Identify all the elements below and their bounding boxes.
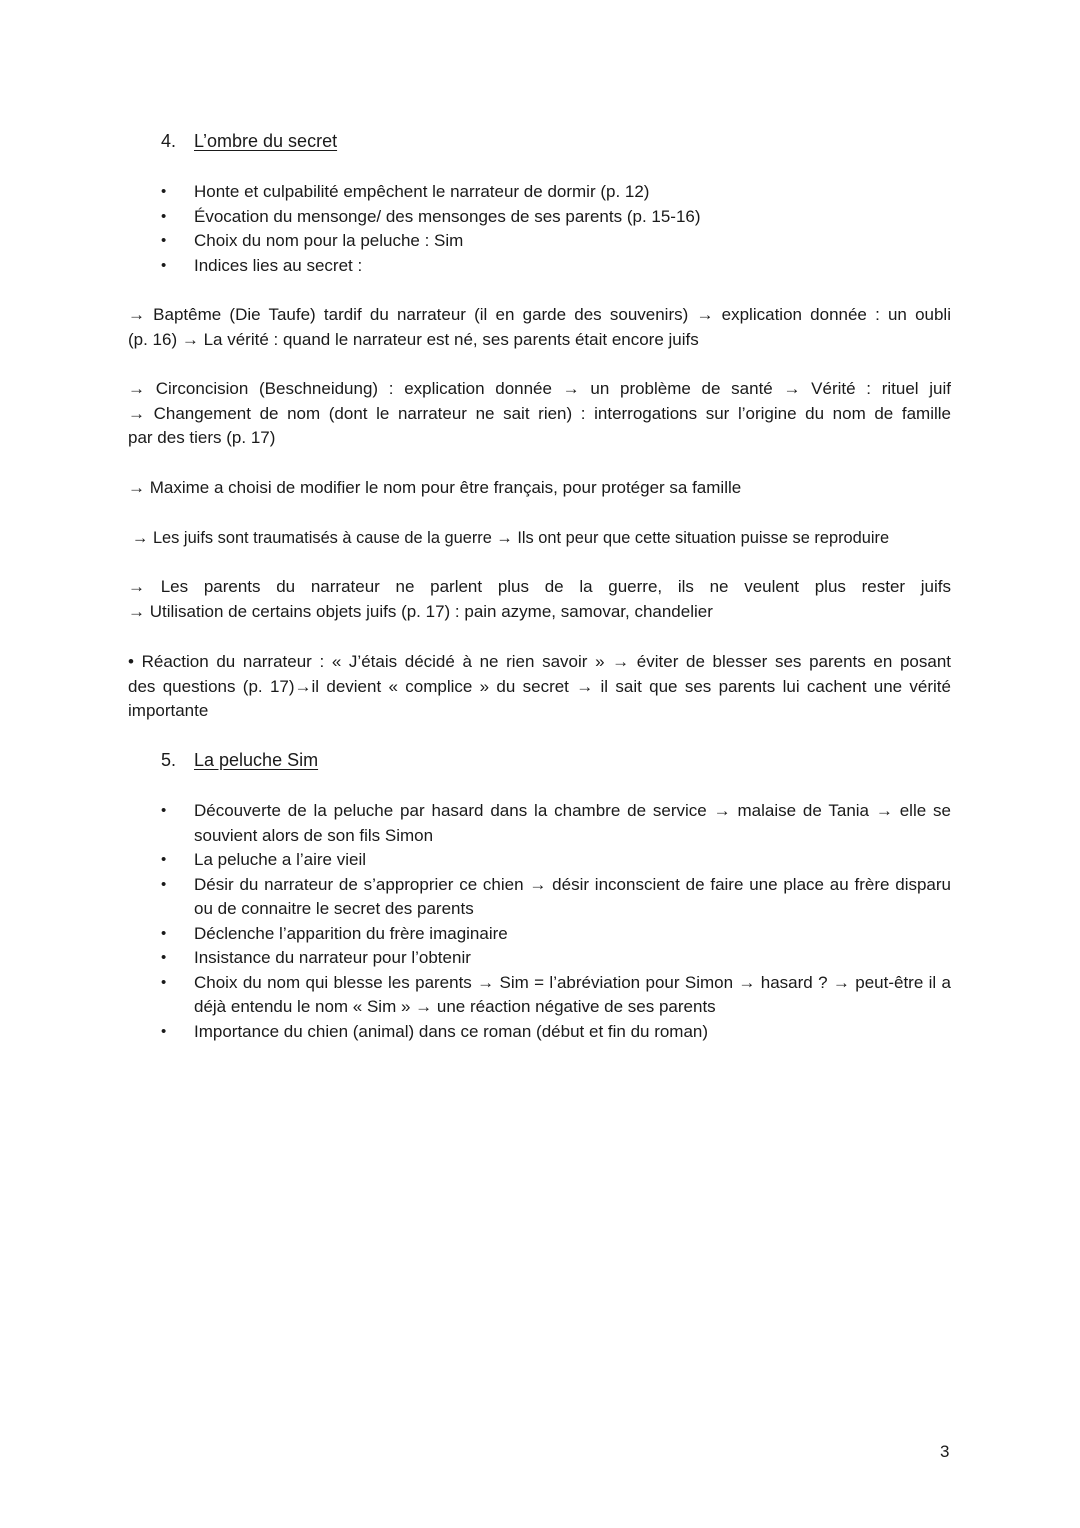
list-item: • La peluche a l’aire vieil [161, 848, 951, 873]
list-item: • Importance du chien (animal) dans ce roman (début et fin du roman) [161, 1020, 951, 1045]
section-5-number: 5. [161, 750, 177, 770]
section-5-bullet-list [161, 799, 951, 1044]
paragraph-traumatisme: → Les juifs sont traumatisés à cause de la guerre → Ils ont peur que cette situation puisse se reproduire [132, 529, 890, 547]
bullet-icon: • [161, 875, 167, 893]
paragraph-reaction-narrateur: • Réaction du narrateur : « J’étais décidé à ne rien savoir » → éviter de blesser ses parents en posant des questions (p. 17)→il devient « complice » du secret → il sait que ses parents lui cachent une vérité importante [128, 652, 951, 720]
bullet-icon: • [161, 949, 167, 966]
section-5-heading [161, 748, 318, 772]
section-4-number: 4. [161, 131, 177, 151]
bullet-icon: • [161, 924, 167, 942]
page-number: 3 [940, 1442, 950, 1461]
paragraph-bapteme: → Baptême (Die Taufe) tardif du narrateur (il en garde des souvenirs) → explication donnée : un oubli (p. 16) → La vérité : quand le narrateur est né, ses parents était encore juifs [128, 305, 951, 349]
list-item: • Désir du narrateur de s’approprier ce chien → désir inconscient de faire une place au frère disparu ou de connaitre le secret des parents [161, 874, 951, 918]
bullet-icon: • [161, 183, 167, 200]
section-4-title: L’ombre du secret [194, 131, 338, 151]
bullet-icon: • [161, 973, 167, 991]
list-item: • Indices lies au secret : [161, 254, 951, 279]
list-item: • Évocation du mensonge/ des mensonges de ses parents (p. 15-16) [161, 205, 951, 230]
bullet-icon: • [161, 802, 167, 819]
paragraph-circoncision: → Circoncision (Beschneidung) : explication donnée → un problème de santé → Vérité : rituel juif → Changement de nom (dont le narrateur ne sait rien) : interrogations sur l’origine du nom de famille par des tiers (p. 17) [128, 379, 951, 447]
section-4-bullet-list [161, 180, 951, 278]
paragraph-maxime: → Maxime a choisi de modifier le nom pour être français, pour protéger sa famille [128, 478, 742, 497]
bullet-icon: • [161, 207, 167, 225]
section-4-heading [161, 129, 337, 153]
list-item: • Insistance du narrateur pour l’obtenir [161, 946, 951, 971]
list-item: • Choix du nom qui blesse les parents → Sim = l’abréviation pour Simon → hasard ? → peut-être il a déjà entendu le nom « Sim » → une réaction négative de ses parents [161, 972, 951, 1016]
paragraph-parents-guerre: → Les parents du narrateur ne parlent plus de la guerre, ils ne veulent plus rester juifs → Utilisation de certains objets juifs (p. 17) : pain azyme, samovar, chandelier [128, 577, 951, 621]
list-item: • Découverte de la peluche par hasard dans la chambre de service → malaise de Tania → elle se souvient alors de son fils Simon [161, 801, 951, 845]
bullet-icon: • [161, 1022, 167, 1040]
list-item: • Honte et culpabilité empêchent le narrateur de dormir (p. 12) [161, 180, 951, 205]
bullet-icon: • [161, 256, 167, 274]
bullet-icon: • [161, 851, 167, 868]
list-item: • Choix du nom pour la peluche : Sim [161, 229, 951, 254]
bullet-icon: • [161, 232, 167, 249]
section-5-title: La peluche Sim [194, 750, 319, 770]
list-item: • Déclenche l’apparition du frère imaginaire [161, 922, 951, 947]
